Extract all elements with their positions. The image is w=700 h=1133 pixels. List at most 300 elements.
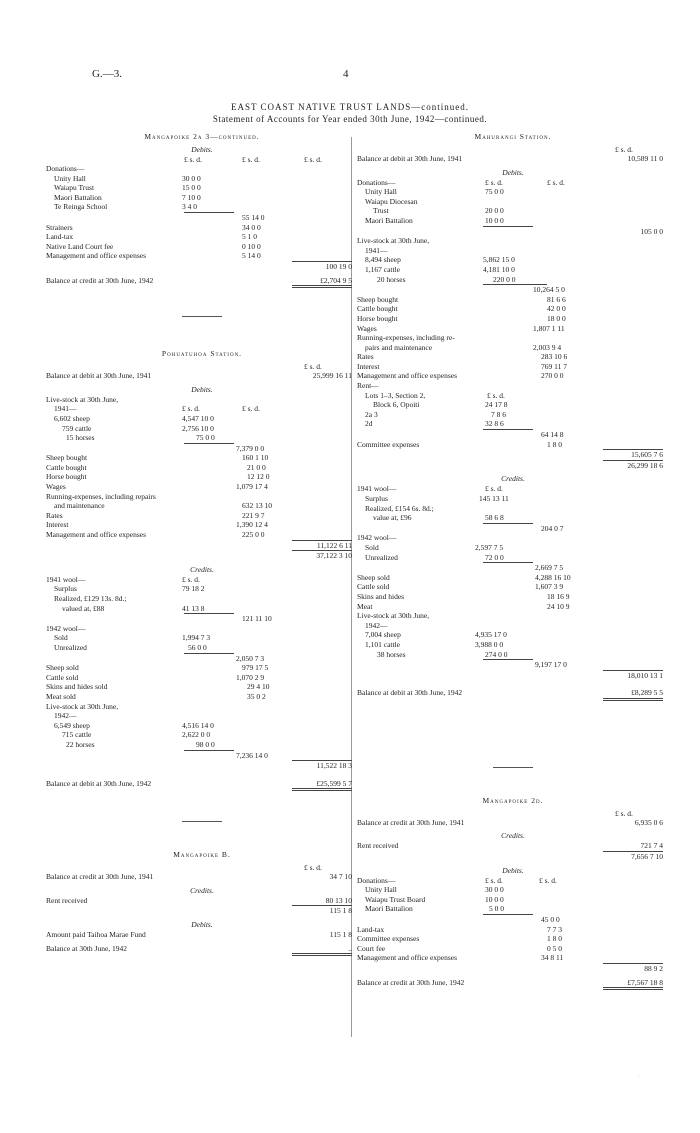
row-label: Maori Battalion xyxy=(365,215,413,225)
row-value: 7,656 7 10 xyxy=(631,852,663,862)
row xyxy=(357,543,669,553)
row-label: 1,101 cattle xyxy=(365,639,400,649)
page-number: 4 xyxy=(343,68,349,80)
row-value: 55 14 0 xyxy=(242,212,265,222)
row-value: 10 0 0 xyxy=(485,215,504,225)
row xyxy=(46,193,358,203)
column-headers xyxy=(357,809,669,818)
row-label: 38 horses xyxy=(377,649,406,659)
row xyxy=(46,174,358,184)
row xyxy=(46,541,358,551)
row-label: Horse bought xyxy=(46,472,87,482)
row-value: 7,379 0 0 xyxy=(236,443,265,453)
section-separator xyxy=(493,767,533,768)
row xyxy=(46,183,358,193)
row-label: Management and office expenses xyxy=(357,371,458,381)
row-label: Donations— xyxy=(357,177,396,187)
row-value: 979 17 5 xyxy=(242,663,269,673)
row-value: 45 0 0 xyxy=(541,915,560,925)
row xyxy=(357,660,669,670)
row xyxy=(357,391,669,401)
col-header: £ s. d. xyxy=(182,574,200,584)
row xyxy=(357,197,669,207)
row-label: Horse bought xyxy=(357,313,398,323)
row-label: Surplus xyxy=(365,494,388,503)
col-header: £ s. d. xyxy=(485,177,503,187)
row xyxy=(46,530,358,540)
row-value: 283 10 6 xyxy=(541,352,568,362)
row-value: 2,597 7 5 xyxy=(475,542,504,552)
row-value: 204 0 7 xyxy=(541,523,564,533)
row xyxy=(357,524,669,534)
row-label: Land-tax xyxy=(357,924,385,934)
row xyxy=(46,414,358,424)
row-label: Cattle bought xyxy=(46,462,87,472)
row-value: .. xyxy=(348,943,352,953)
row xyxy=(357,304,669,314)
row-label: Rates xyxy=(46,510,63,520)
row-value: 81 6 6 xyxy=(547,294,566,304)
row-label: Unity Hall xyxy=(365,187,397,197)
row xyxy=(357,876,669,886)
row-value: 5,862 15 0 xyxy=(483,255,515,265)
row xyxy=(46,584,358,594)
row xyxy=(357,630,669,640)
row-label: pairs and maintenance xyxy=(365,342,433,352)
row xyxy=(357,187,669,197)
row xyxy=(46,624,358,634)
row xyxy=(357,246,669,256)
row xyxy=(46,492,358,502)
col-header: £ s. d. xyxy=(304,362,322,372)
row-label: Meat sold xyxy=(46,691,76,701)
row xyxy=(357,236,669,246)
row-value: £25,599 5 7 xyxy=(316,778,352,788)
row xyxy=(46,944,358,954)
row-label: Sheep bought xyxy=(357,294,399,304)
row-label: 2a 3 xyxy=(365,409,378,419)
row-value: 98 0 0 xyxy=(196,739,215,749)
row xyxy=(357,841,669,851)
row-value: 2,756 10 0 xyxy=(182,423,214,433)
row-label: Skins and hides xyxy=(357,591,405,601)
row-value: 56 0 0 xyxy=(188,642,207,652)
row xyxy=(46,453,358,463)
row-value: 25,999 16 11 xyxy=(312,371,352,381)
row-label: Interest xyxy=(357,361,380,371)
section-title: Mahurangi Station. xyxy=(474,132,552,141)
row-label: Realized, £129 13s. 8d.; xyxy=(54,594,127,603)
row xyxy=(357,621,669,631)
row xyxy=(46,740,358,750)
row-value: £8,289 5 5 xyxy=(631,688,663,698)
col-header: £ s. d. xyxy=(184,155,202,164)
row-value: 29 4 10 xyxy=(247,682,270,692)
row-label: Waiapu Trust xyxy=(54,183,95,193)
row-value: 2,050 7 3 xyxy=(236,653,265,663)
row xyxy=(357,953,669,963)
double-rule xyxy=(292,953,352,956)
row-label: 8,494 sheep xyxy=(365,255,401,265)
col-header: £ s. d. xyxy=(485,484,503,494)
row-label: Live-stock at 30th June, xyxy=(357,236,430,246)
row-label: Cattle bought xyxy=(357,304,398,314)
row xyxy=(357,295,669,305)
row-value: 24 17 8 xyxy=(485,400,508,410)
row-label: Balance at debit at 30th June, 1941 xyxy=(46,371,152,381)
row xyxy=(46,730,358,740)
row xyxy=(46,930,358,940)
row-value: 721 7 4 xyxy=(640,841,663,851)
row-label: Donations— xyxy=(46,164,85,173)
row xyxy=(46,872,358,882)
row-value: 1,807 1 11 xyxy=(533,323,565,333)
row xyxy=(46,433,358,443)
row-value: 7 10 0 xyxy=(182,192,201,202)
credits-heading: Credits. xyxy=(501,831,525,841)
row-label: Balance at credit at 30th June, 1941 xyxy=(357,817,465,827)
row xyxy=(46,232,358,242)
row-value: 10 0 0 xyxy=(485,894,504,904)
credits-heading: Credits. xyxy=(190,564,214,574)
row-label: 1942— xyxy=(365,620,388,630)
row-value: 30 0 0 xyxy=(485,885,504,895)
row-label: 20 horses xyxy=(377,274,406,284)
row xyxy=(46,702,358,712)
row-value: 10,264 5 0 xyxy=(533,285,565,295)
row xyxy=(357,314,669,324)
row xyxy=(46,673,358,683)
column-headers xyxy=(46,362,358,371)
row xyxy=(46,520,358,530)
row xyxy=(357,484,669,494)
row xyxy=(357,964,669,974)
column-headers xyxy=(46,155,358,164)
row-label: Balance at debit at 30th June, 1942 xyxy=(46,778,152,788)
row-label: Running-expenses, including re- xyxy=(357,333,455,343)
row-value: 4,181 10 0 xyxy=(483,264,515,274)
row-value: 1,994 7 3 xyxy=(182,633,211,643)
col-header: £ s. d. xyxy=(485,875,503,885)
row-value: 274 0 0 xyxy=(485,649,508,659)
row-label: Live-stock at 30th June, xyxy=(357,611,430,621)
row xyxy=(46,751,358,761)
row-value: 1,079 17 4 xyxy=(236,482,268,492)
row-label: Rent received xyxy=(357,841,399,851)
row xyxy=(46,896,358,906)
row-value: 58 6 8 xyxy=(485,513,504,523)
row-label: Rates xyxy=(357,352,374,362)
col-header: £ s. d. xyxy=(304,155,322,164)
row xyxy=(46,614,358,624)
row-value: 4,935 17 0 xyxy=(475,630,507,640)
row-value: 220 0 0 xyxy=(493,274,516,284)
row-label: 1942— xyxy=(54,711,77,721)
row xyxy=(46,761,358,771)
row-label: Sheep sold xyxy=(357,572,390,582)
row xyxy=(357,640,669,650)
row-value: 42 0 0 xyxy=(547,304,566,314)
row-label: Strainers xyxy=(46,222,73,232)
row-label: Lots 1–3, Section 2, xyxy=(365,390,426,400)
row xyxy=(357,343,669,353)
row-value: 1,390 12 4 xyxy=(236,520,268,530)
row-label: 1941 wool— xyxy=(46,574,86,584)
row xyxy=(357,450,669,460)
row-label: Cattle sold xyxy=(46,672,79,682)
page-mark: · xyxy=(638,1074,640,1080)
row xyxy=(46,472,358,482)
document-subtitle: Statement of Accounts for Year ended 30th June, 1942—continued. xyxy=(212,114,488,124)
row-value: 75 0 0 xyxy=(196,433,215,443)
col-header: £ s. d. xyxy=(182,404,200,414)
row-label: Management and office expenses xyxy=(46,251,147,261)
col-header: £ s. d. xyxy=(547,177,565,187)
row-value: 100 19 0 xyxy=(325,261,352,271)
row xyxy=(46,482,358,492)
row xyxy=(357,592,669,602)
row-value: 12 12 0 xyxy=(247,472,270,482)
row xyxy=(46,682,358,692)
row xyxy=(357,371,669,381)
row-value: 1,607 3 9 xyxy=(535,582,564,592)
row-label: Sheep bought xyxy=(46,453,88,463)
section-title: Mangapoike B. xyxy=(173,850,231,860)
row-label: Wages xyxy=(357,323,377,333)
row-value: 7 8 6 xyxy=(491,409,506,419)
row xyxy=(46,242,358,252)
row xyxy=(357,533,669,543)
row-value: 18 16 9 xyxy=(547,591,570,601)
row-label: 22 horses xyxy=(66,739,95,749)
row-label: Te Reinga School xyxy=(54,202,108,212)
row-value: 270 0 0 xyxy=(541,371,564,381)
row-label: Court fee xyxy=(357,943,386,953)
row-value: 37,122 3 10 xyxy=(316,551,352,561)
row xyxy=(46,594,358,604)
row xyxy=(357,611,669,621)
row-label: 7,004 sheep xyxy=(365,630,401,640)
row xyxy=(46,511,358,521)
row-label: 1941— xyxy=(365,245,388,255)
row-label: Land-tax xyxy=(46,232,74,242)
row xyxy=(357,154,669,164)
row-label: Sold xyxy=(54,633,68,643)
row-value: 3 4 0 xyxy=(182,202,197,212)
credits-heading: Credits. xyxy=(190,885,214,895)
row xyxy=(357,216,669,226)
row-label: Balance at credit at 30th June, 1942 xyxy=(46,275,154,285)
row-label: Maori Battalion xyxy=(365,904,413,914)
row xyxy=(46,575,358,585)
row xyxy=(46,663,358,673)
row-value: 88 9 2 xyxy=(644,964,663,973)
row xyxy=(46,711,358,721)
row-value: 4,547 10 0 xyxy=(182,413,214,423)
row-value: 1 8 0 xyxy=(547,934,562,944)
row-label: Waiapu Diocesan xyxy=(365,196,418,206)
row-label: Trust xyxy=(373,206,389,216)
row-label: Running-expenses, including repairs xyxy=(46,491,156,501)
row-label: Waiapu Trust Board xyxy=(365,894,426,904)
row xyxy=(46,404,358,414)
row-value: 35 0 2 xyxy=(247,691,266,701)
row-value: 632 13 10 xyxy=(242,501,272,511)
row xyxy=(46,262,358,272)
row-value: 18,010 13 1 xyxy=(627,670,663,680)
row xyxy=(357,885,669,895)
row xyxy=(46,604,358,614)
row xyxy=(357,255,669,265)
row xyxy=(46,654,358,664)
row-value: 15,605 7 6 xyxy=(631,450,663,460)
row-label: 6,549 sheep xyxy=(54,720,90,730)
row-value: 30 0 0 xyxy=(182,173,201,183)
row xyxy=(46,692,358,702)
column-headers xyxy=(46,863,358,872)
row-label: Unrealized xyxy=(54,642,87,652)
row-value: 34 0 0 xyxy=(242,222,261,232)
row xyxy=(357,504,669,514)
col-header: £ s. d. xyxy=(242,404,260,414)
col-header: £ s. d. xyxy=(304,863,322,873)
row xyxy=(46,906,358,916)
row xyxy=(357,934,669,944)
row xyxy=(357,944,669,954)
row-label: Realized, £154 6s. 8d.; xyxy=(365,503,434,513)
row xyxy=(357,582,669,592)
section-mahurangi-station xyxy=(357,132,669,701)
column-headers xyxy=(357,145,669,154)
row-label: 715 cattle xyxy=(62,730,92,740)
row xyxy=(357,352,669,362)
row-label: Balance at credit at 30th June, 1941 xyxy=(46,872,154,882)
row-value: 80 13 10 xyxy=(325,895,352,905)
row xyxy=(357,265,669,275)
row-value: 75 0 0 xyxy=(485,187,504,197)
row-label: Sold xyxy=(365,542,379,552)
row-label: Unity Hall xyxy=(365,885,397,895)
row-value: 26,299 18 6 xyxy=(627,460,663,470)
row-value: 5 0 0 xyxy=(489,904,504,914)
left-column xyxy=(46,130,358,956)
document-code: G.—3. xyxy=(92,68,122,80)
row xyxy=(46,444,358,454)
row-value: 11,122 6 11 xyxy=(316,540,352,550)
row-label: Management and office expenses xyxy=(357,953,458,963)
row-label: Unity Hall xyxy=(54,173,86,183)
row xyxy=(357,573,669,583)
row xyxy=(46,424,358,434)
row xyxy=(357,285,669,295)
section-separator xyxy=(182,821,222,822)
row xyxy=(357,602,669,612)
row-value: 41 13 8 xyxy=(182,603,205,613)
row xyxy=(357,461,669,471)
row xyxy=(46,501,358,511)
section-title: Pohuatuhoa Station. xyxy=(161,349,243,359)
row-value: £7,567 18 8 xyxy=(627,977,663,987)
row-value: 4,516 14 0 xyxy=(182,720,214,730)
row xyxy=(46,643,358,653)
row-label: 1942 wool— xyxy=(357,533,397,543)
row-label: Live-stock at 30th June, xyxy=(46,394,119,404)
row-label: Meat xyxy=(357,601,373,611)
row-value: 79 18 2 xyxy=(182,584,205,594)
row xyxy=(46,276,358,286)
row xyxy=(46,721,358,731)
row-value: 11,522 18 3 xyxy=(316,761,352,771)
row-label: Balance at debit at 30th June, 1942 xyxy=(357,688,463,698)
row-label: Amount paid Taihoa Marae Fund xyxy=(46,930,146,940)
row-value: 15 0 0 xyxy=(182,183,201,193)
section-separator xyxy=(182,316,222,317)
row-label: Maori Battalion xyxy=(54,192,102,202)
row-value: 10,589 11 0 xyxy=(627,154,663,163)
double-rule xyxy=(603,987,663,990)
row-value: 9,197 17 0 xyxy=(535,660,567,670)
row-label: 6,602 sheep xyxy=(54,413,90,423)
row-value: 20 0 0 xyxy=(485,206,504,216)
row xyxy=(357,206,669,216)
row-label: Management and office expenses xyxy=(46,530,147,540)
row-value: 2,669 7 5 xyxy=(535,563,564,573)
row-label: Skins and hides sold xyxy=(46,682,108,692)
row xyxy=(357,513,669,523)
row xyxy=(46,633,358,643)
col-header: £ s. d. xyxy=(615,145,633,154)
row-label: and maintenance xyxy=(54,501,105,511)
col-header: £ s. d. xyxy=(539,875,557,885)
section-pohuatuhoa-station xyxy=(46,349,358,791)
debits-heading: Debits. xyxy=(502,865,524,875)
debits-heading: Debits. xyxy=(191,920,213,930)
row-label: 1941 wool— xyxy=(357,484,397,494)
double-rule xyxy=(292,788,352,791)
row xyxy=(357,978,669,988)
row-label: Sheep sold xyxy=(46,663,79,673)
row-label: valued at, £88 xyxy=(62,603,105,613)
row xyxy=(46,223,358,233)
row-label: Cattle sold xyxy=(357,582,390,592)
col-header: £ s. d. xyxy=(242,155,260,164)
row-value: 121 11 10 xyxy=(242,614,272,624)
row-value: 1,070 2 9 xyxy=(236,672,265,682)
row xyxy=(357,178,669,188)
row xyxy=(357,852,669,862)
row-value: £2,704 9 5 xyxy=(320,275,352,285)
row-label: Unrealized xyxy=(365,552,398,562)
row xyxy=(357,818,669,828)
row-label: Committee expenses xyxy=(357,934,420,944)
row-value: 1 8 0 xyxy=(547,439,562,449)
credits-heading: Credits. xyxy=(501,474,525,484)
debits-heading: Debits. xyxy=(191,145,213,154)
row xyxy=(357,494,669,504)
row-value: 5 14 0 xyxy=(242,251,261,261)
row-label: Balance at credit at 30th June, 1942 xyxy=(357,977,465,987)
row-value: 2,003 9 4 xyxy=(533,342,562,352)
row-label: Balance at 30th June, 1942 xyxy=(46,943,128,953)
row-value: 160 1 10 xyxy=(242,453,269,463)
row-label: Interest xyxy=(46,520,69,530)
row-label: Rent— xyxy=(357,381,379,391)
row xyxy=(357,410,669,420)
row xyxy=(46,395,358,405)
row-label: 15 horses xyxy=(66,433,95,443)
document-title: EAST COAST NATIVE TRUST LANDS—continued. xyxy=(230,102,470,112)
row xyxy=(46,551,358,561)
